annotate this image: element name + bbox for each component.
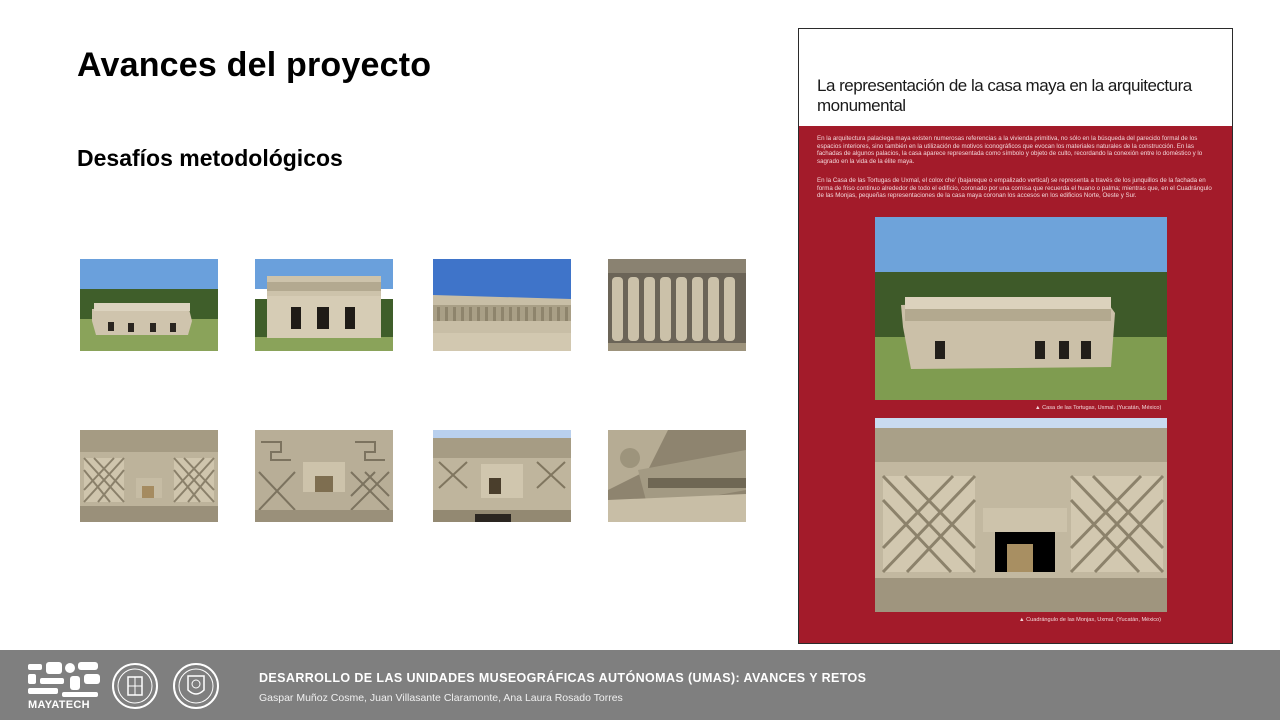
poster-caption-1: ▲ Casa de las Tortugas, Uxmal. (Yucatán, México) <box>1035 405 1162 411</box>
photo-thumbnail-doorway-facade <box>433 430 571 522</box>
poster-panel <box>798 28 1233 644</box>
footer-bar <box>0 650 1280 720</box>
photo-thumbnail-columns-detail <box>608 259 746 351</box>
university-seal-icon <box>111 662 159 710</box>
poster-header <box>799 29 1232 126</box>
poster-photo-cuadrangulo-monjas <box>875 418 1167 612</box>
slide-title: Avances del proyecto <box>77 46 432 84</box>
photo-thumbnail-building-wide <box>80 259 218 351</box>
photo-thumbnail-stepfret-facade <box>255 430 393 522</box>
poster-paragraph-1: En la arquitectura palaciega maya existen numerosas referencias a la vivienda primitiva, no sólo en la búsqueda del parecido formal de los espacios interiores, sino también en la utilización de motivos iconográficos que evocan los materiales naturales de la construcción. En las fachadas de algunos palacios, la casa aparece representada como símbolo y objeto de culto, recordando la conexión entre lo doméstico y lo sagrado en la vida de la élite maya. <box>817 135 1203 165</box>
mayatech-logo-text: MAYATECH <box>28 699 90 711</box>
poster-photo-casa-tortugas <box>875 217 1167 400</box>
slide-subtitle: Desafíos metodológicos <box>77 145 343 171</box>
poster-paragraph-2: En la Casa de las Tortugas de Uxmal, el colox che' (bajareque o empalizado vertical) se representa a través de los junquillos de la fachada en forma de friso continuo alrededor de todo el edificio, coronado por una cornisa que recuerda el huano o palma; mientras que, en el Cuadrángulo de las Monjas, pequeñas representaciones de la casa maya coronan los accesos en los edificios Norte, Oeste y Sur. <box>817 177 1212 200</box>
poster-title: La representación de la casa maya en la arquitectura monumental <box>817 76 1192 115</box>
footer-authors: Gaspar Muñoz Cosme, Juan Villasante Claramonte, Ana Laura Rosado Torres <box>259 692 623 704</box>
photo-thumbnail-stone-detail <box>608 430 746 522</box>
photo-thumbnail-lattice-facade <box>80 430 218 522</box>
institution-seal-icon <box>172 662 220 710</box>
poster-body <box>799 126 1232 644</box>
photo-thumbnail-cornice-frieze <box>433 259 571 351</box>
photo-thumbnail-building-front <box>255 259 393 351</box>
poster-caption-2: ▲ Cuadrángulo de las Monjas, Uxmal. (Yucatán, México) <box>1019 617 1162 623</box>
footer-title: DESARROLLO DE LAS UNIDADES MUSEOGRÁFICAS AUTÓNOMAS (UMAS): AVANCES Y RETOS <box>259 671 867 685</box>
